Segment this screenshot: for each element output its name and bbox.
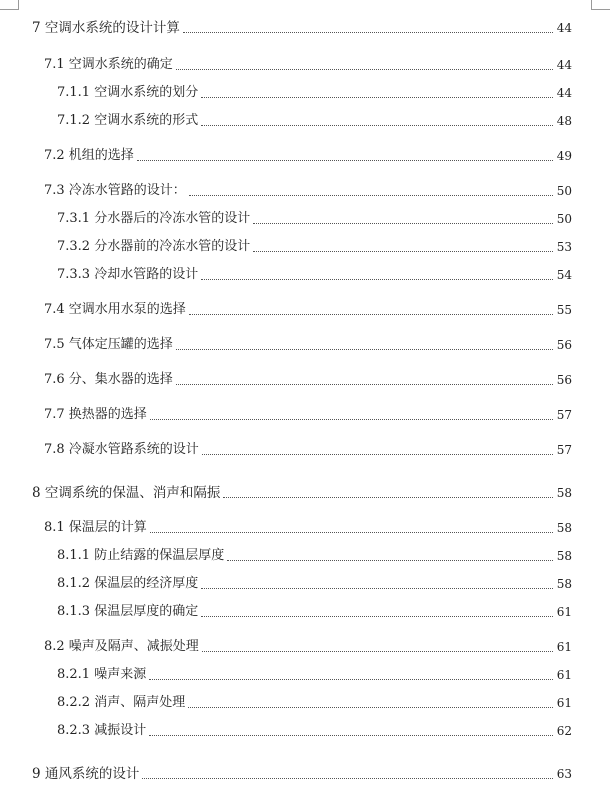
toc-entry-page: 50 [556,212,572,226]
dot-leader [189,194,553,196]
toc-entry-7-4[interactable] [44,298,572,318]
toc-entry-7-2[interactable] [44,144,572,164]
dot-leader [150,418,553,420]
toc-entry-page: 50 [556,184,572,198]
toc-entry-label: 7.3 冷冻水管路的设计： [44,183,186,198]
toc-entry-page: 58 [556,486,572,500]
dot-leader [227,559,553,561]
toc-entry-page: 58 [556,577,572,591]
toc-entry-label: 7 空调水系统的设计计算 [32,20,180,36]
toc-entry-page: 55 [556,303,572,317]
toc-entry-page: 54 [556,268,572,282]
toc-entry-label: 8.1.3 保温层厚度的确定 [57,604,199,619]
toc-entry-label: 7.1.1 空调水系统的划分 [57,85,199,100]
dot-leader [223,496,552,498]
toc-entry-page: 56 [556,338,572,352]
toc-entry-7-3-3[interactable] [57,263,572,283]
toc-entry-label: 7.7 换热器的选择 [44,407,147,422]
toc-entry-page: 63 [556,767,572,781]
toc-entry-8-2-3[interactable] [57,719,572,739]
toc-entry-7-5[interactable] [44,333,572,353]
toc-entry-label: 8.1.1 防止结露的保温层厚度 [57,548,225,563]
toc-entry-page: 44 [556,58,572,72]
toc-entry-7-3-2[interactable] [57,235,572,255]
dot-leader [201,587,553,589]
toc-entry-label: 7.1 空调水系统的确定 [44,57,173,72]
dot-leader [201,96,553,98]
dot-leader [201,615,553,617]
toc-entry-8-1-2[interactable] [57,572,572,592]
toc-entry-8-1-1[interactable] [57,544,572,564]
dot-leader [176,348,553,350]
toc-entry-page: 48 [556,114,572,128]
toc-entry-8-2-2[interactable] [57,691,572,711]
toc-entry-9[interactable] [32,762,572,782]
toc-entry-7[interactable] [32,16,572,36]
toc-entry-label: 8.2.1 噪声来源 [57,667,147,682]
toc-entry-7-6[interactable] [44,368,572,388]
toc-entry-8-2[interactable] [44,635,572,655]
toc-entry-7-7[interactable] [44,403,572,423]
crop-mark-top-right-vertical [591,0,592,10]
toc-entry-7-1-1[interactable] [57,81,572,101]
toc-entry-page: 61 [556,640,572,654]
dot-leader [202,650,553,652]
dot-leader [253,250,553,252]
dot-leader [189,313,553,315]
toc-entry-7-3-1[interactable] [57,207,572,227]
toc-entry-page: 61 [556,605,572,619]
toc-entry-page: 61 [556,696,572,710]
toc-entry-page: 58 [556,549,572,563]
toc-entry-8-2-1[interactable] [57,663,572,683]
toc-entry-page: 58 [556,521,572,535]
toc-entry-label: 7.2 机组的选择 [44,148,134,163]
toc-entry-7-1-2[interactable] [57,109,572,129]
dot-leader [253,222,553,224]
toc-entry-page: 61 [556,668,572,682]
toc-entry-7-3[interactable] [44,179,572,199]
toc-entry-7-1[interactable] [44,53,572,73]
toc-entry-label: 7.5 气体定压罐的选择 [44,337,173,352]
toc-entry-label: 7.3.2 分水器前的冷冻水管的设计 [57,239,251,254]
toc-entry-page: 57 [556,408,572,422]
crop-mark-top-left-horizontal [0,9,18,10]
toc-entry-page: 56 [556,373,572,387]
dot-leader [150,531,553,533]
toc-entry-label: 7.8 冷凝水管路系统的设计 [44,442,199,457]
dot-leader [183,31,553,33]
dot-leader [176,383,553,385]
toc-entry-page: 49 [556,149,572,163]
dot-leader [188,706,553,708]
toc-entry-label: 7.4 空调水用水泵的选择 [44,302,186,317]
toc-entry-label: 7.6 分、集水器的选择 [44,372,173,387]
toc-entry-page: 62 [556,724,572,738]
toc-entry-label: 7.3.3 冷却水管路的设计 [57,267,199,282]
dot-leader [176,68,553,70]
dot-leader [149,678,553,680]
toc-entry-label: 9 通风系统的设计 [32,766,140,782]
toc-entry-label: 8.2.2 消声、隔声处理 [57,695,186,710]
crop-mark-top-right-horizontal [592,9,610,10]
crop-mark-top-left-vertical [18,0,19,10]
toc-entry-page: 44 [556,86,572,100]
toc-entry-label: 8.1.2 保温层的经济厚度 [57,576,199,591]
dot-leader [137,159,553,161]
toc-entry-page: 57 [556,443,572,457]
toc-entry-label: 8.1 保温层的计算 [44,520,147,535]
toc-entry-8-1-3[interactable] [57,600,572,620]
dot-leader [142,777,552,779]
toc-entry-label: 8.2.3 减振设计 [57,723,147,738]
toc-entry-label: 7.1.2 空调水系统的形式 [57,113,199,128]
toc-entry-label: 8 空调系统的保温、消声和隔振 [32,485,221,501]
toc-entry-label: 7.3.1 分水器后的冷冻水管的设计 [57,211,251,226]
dot-leader [202,453,553,455]
toc-entry-label: 8.2 噪声及隔声、减振处理 [44,639,199,654]
toc-entry-8[interactable] [32,481,572,501]
toc-entry-7-8[interactable] [44,438,572,458]
dot-leader [201,278,553,280]
dot-leader [149,734,553,736]
toc-entry-page: 44 [556,21,572,35]
dot-leader [201,124,553,126]
toc-entry-8-1[interactable] [44,516,572,536]
toc-entry-page: 53 [556,240,572,254]
